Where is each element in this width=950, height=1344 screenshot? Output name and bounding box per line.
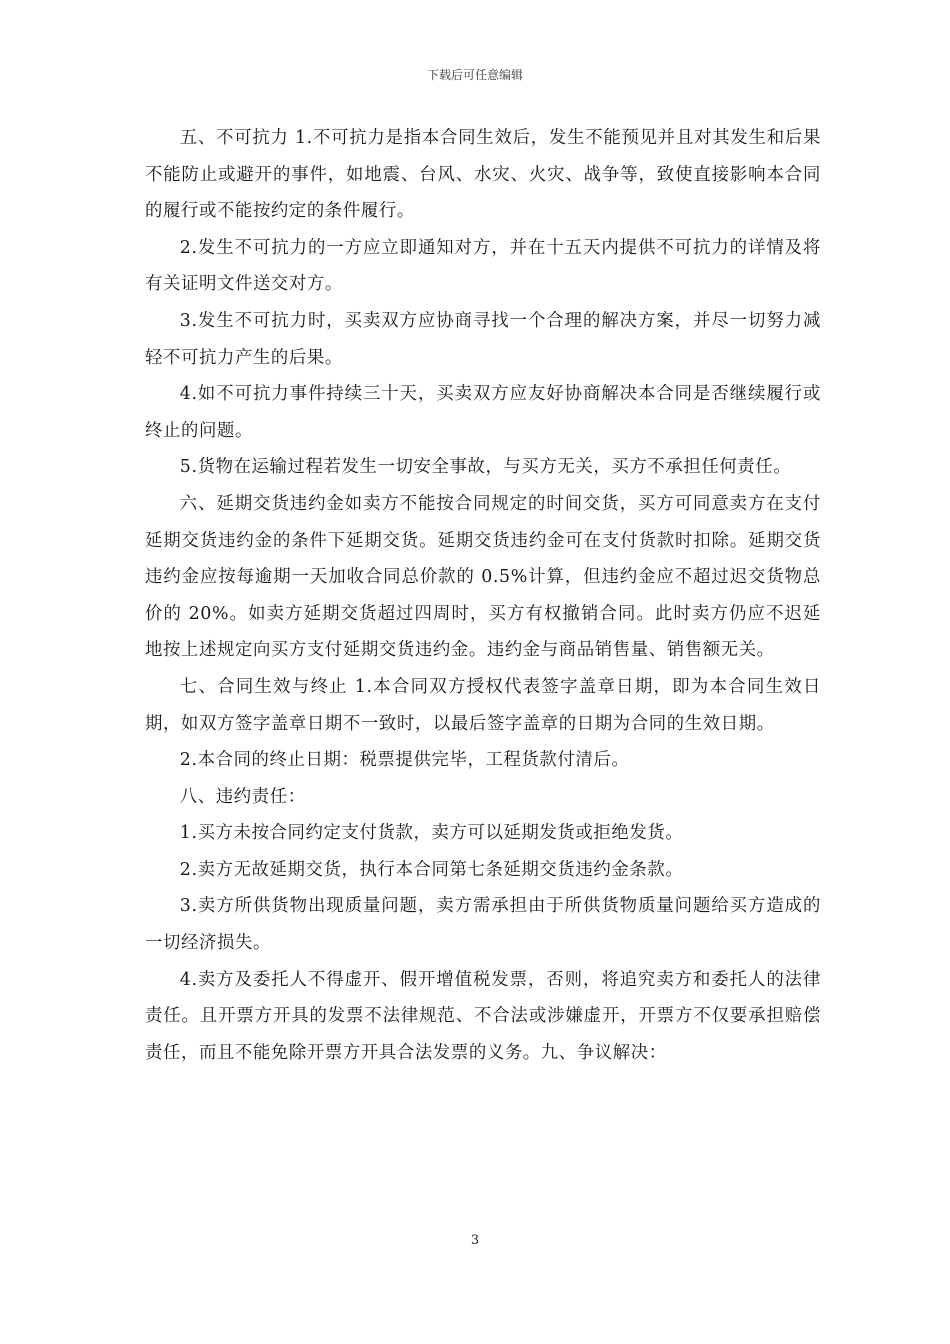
paragraph-force-majeure-negotiation: 3.发生不可抗力时，买卖双方应协商寻找一个合理的解决方案，并尽一切努力减轻不可抗力产生的后果。 bbox=[145, 310, 821, 368]
page-header: 下载后可任意编辑 bbox=[426, 68, 523, 82]
paragraph-force-majeure-notice: 2.发生不可抗力的一方应立即通知对方，并在十五天内提供不可抗力的详情及将有关证明文件送交对方。 bbox=[145, 237, 821, 295]
paragraph-contract-termination: 2.本合同的终止日期：税票提供完毕，工程货款付清后。 bbox=[179, 750, 630, 771]
document-body bbox=[145, 120, 821, 1071]
paragraph-transport-accident: 5.货物在运输过程若发生一切安全事故，与买方无关，买方不承担任何责任。 bbox=[179, 457, 792, 478]
paragraph-force-majeure-duration: 4.如不可抗力事件持续三十天，买卖双方应友好协商解决本合同是否继续履行或终止的问题。 bbox=[145, 384, 821, 441]
paragraph-late-delivery-penalty: 六、延期交货违约金如卖方不能按合同规定的时间交货，买方可同意卖方在支付延期交货违约金的条件下延期交货。延期交货违约金可在支付货款时扣除。延期交货违约金应按每逾期一天加收合同总价款的 0.5%计算，但违约金应不超过迟交货物总价的 20%。如卖方延期交货超过四周时，买方有权撤销合同。此时卖方仍应不迟延地按上述规定向买方支付延期交货违约金。违约金与商品销售量、销售额无关。 bbox=[145, 493, 821, 661]
section-heading-liability: 八、违约责任： bbox=[179, 786, 306, 807]
paragraph-liability-quality: 3.卖方所供货物出现质量问题，卖方需承担由于所供货物质量问题给买方造成的一切经济损失。 bbox=[145, 896, 821, 954]
paragraph-liability-invoice: 4.卖方及委托人不得虚开、假开增值税发票，否则，将追究卖方和委托人的法律责任。且开票方开具的发票不法律规范、不合法或涉嫌虚开，开票方不仅要承担赔偿责任，而且不能免除开票方开具合法发票的义务。九、争议解决： bbox=[145, 969, 821, 1063]
page-number: 3 bbox=[470, 1233, 480, 1248]
paragraph-force-majeure: 五、不可抗力 1.不可抗力是指本合同生效后，发生不能预见并且对其发生和后果不能防止或避开的事件，如地震、台风、水灾、火灾、战争等，致使直接影响本合同的履行或不能按约定的条件履行。 bbox=[145, 128, 821, 222]
paragraph-contract-effective: 七、合同生效与终止 1.本合同双方授权代表签字盖章日期，即为本合同生效日期，如双方签字盖章日期不一致时，以最后签字盖章的日期为合同的生效日期。 bbox=[145, 676, 821, 734]
paragraph-liability-seller-delay: 2.卖方无故延期交货，执行本合同第七条延期交货违约金条款。 bbox=[179, 859, 684, 880]
paragraph-liability-buyer: 1.买方未按合同约定支付货款，卖方可以延期发货或拒绝发货。 bbox=[179, 823, 684, 844]
